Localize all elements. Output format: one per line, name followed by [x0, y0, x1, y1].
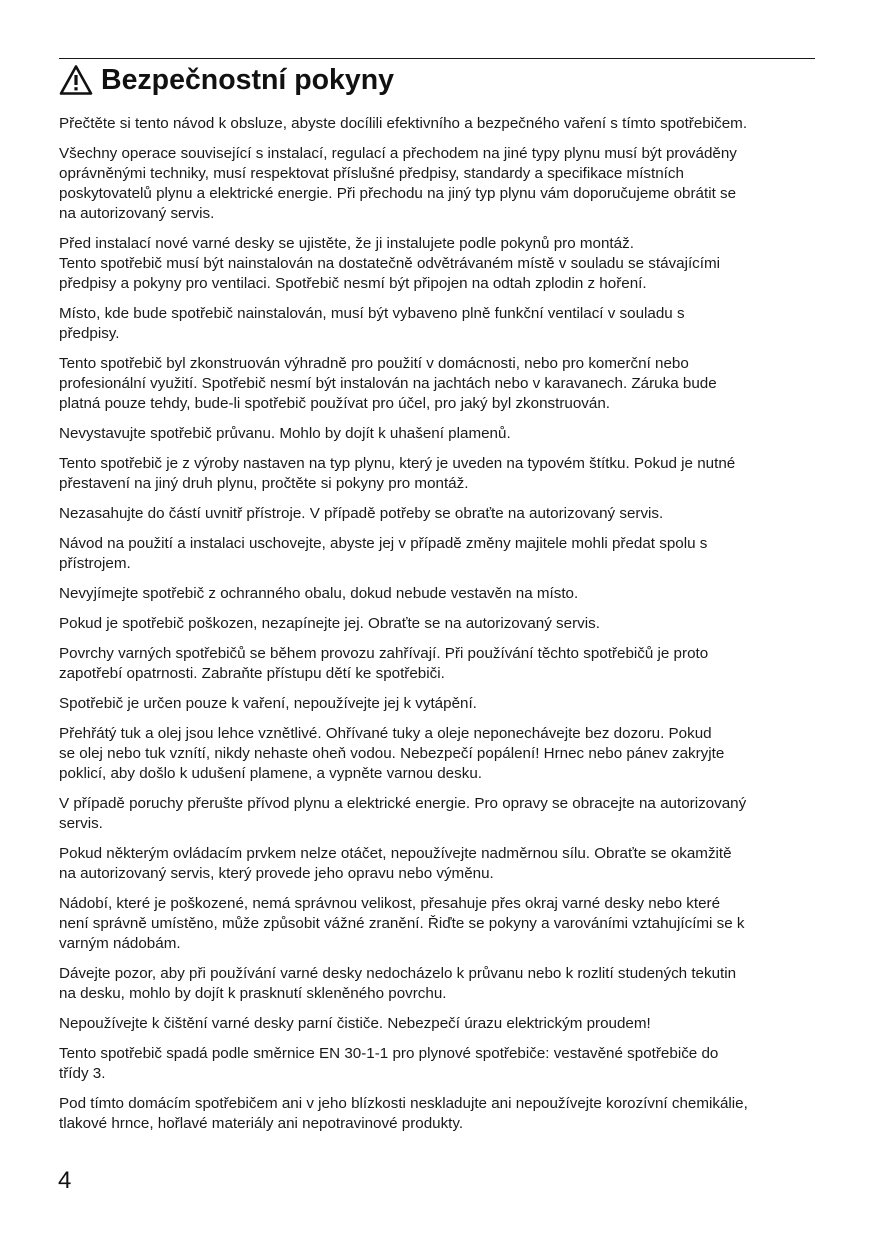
paragraph-line: zapotřebí opatrnosti. Zabraňte přístupu dětí ke spotřebiči.	[59, 665, 445, 682]
paragraph-line: varným nádobám.	[59, 935, 181, 952]
header-rule	[59, 58, 815, 59]
safety-paragraph	[59, 1014, 821, 1034]
paragraph-line: V případě poruchy přerušte přívod plynu a elektrické energie. Pro opravy se obracejte na autorizovaný	[59, 795, 747, 812]
paragraph-line: Všechny operace související s instalací, regulací a přechodem na jiné typy plynu musí být prováděny	[59, 145, 737, 162]
paragraph-line: Povrchy varných spotřebičů se během provozu zahřívají. Při používání těchto spotřebičů je proto	[59, 645, 709, 662]
paragraph-line: Tento spotřebič byl zkonstruován výhradně pro použití v domácnosti, nebo pro komerční nebo	[59, 355, 689, 372]
paragraph-line: Tento spotřebič musí být nainstalován na dostatečně odvětrávaném místě v souladu se stávajícími	[59, 255, 721, 272]
paragraph-line: Nepoužívejte k čištění varné desky parní čističe. Nebezpečí úrazu elektrickým proudem!	[59, 1015, 651, 1032]
paragraph-line: Spotřebič je určen pouze k vaření, nepoužívejte jej k vytápění.	[59, 695, 477, 712]
safety-paragraph	[59, 1044, 821, 1084]
paragraph-line: Návod na použití a instalaci uschovejte, abyste jej v případě změny majitele mohli předat spolu s	[59, 535, 708, 552]
safety-paragraph	[59, 964, 821, 1004]
paragraph-line: přístrojem.	[59, 555, 131, 572]
paragraph-line: tlakové hrnce, hořlavé materiály ani nepotravinové produkty.	[59, 1115, 464, 1132]
safety-paragraph	[59, 644, 821, 684]
paragraph-line: poklicí, aby došlo k udušení plamene, a vypněte varnou desku.	[59, 765, 482, 782]
paragraph-line: Tento spotřebič spadá podle směrnice EN 30-1-1 pro plynové spotřebiče: vestavěné spotřebiče do	[59, 1045, 719, 1062]
safety-paragraph	[59, 304, 821, 344]
paragraph-line: není správně umístěno, může způsobit vážné zranění. Řiďte se pokyny a varováními vztahujícími se k	[59, 915, 745, 932]
paragraph-line: Nezasahujte do částí uvnitř přístroje. V případě potřeby se obraťte na autorizovaný servis.	[59, 505, 664, 522]
paragraph-line: předpisy a pokyny pro ventilaci. Spotřebič nesmí být připojen na odtah zplodin z hoření.	[59, 275, 647, 292]
paragraph-line: oprávněnými techniky, musí respektovat příslušné předpisy, standardy a specifikace místních	[59, 165, 684, 182]
paragraph-line: Pokud některým ovládacím prvkem nelze otáčet, nepoužívejte nadměrnou sílu. Obraťte se okamžitě	[59, 845, 732, 862]
safety-paragraph	[59, 694, 821, 714]
paragraph-line: Před instalací nové varné desky se ujistěte, že ji instalujete podle pokynů pro montáž.	[59, 235, 634, 252]
paragraph-line: Pokud je spotřebič poškozen, nezapínejte jej. Obraťte se na autorizovaný servis.	[59, 615, 600, 632]
paragraph-line: poskytovatelů plynu a elektrické energie. Při přechodu na jiný typ plynu vám doporučujeme obrátit se	[59, 185, 737, 202]
paragraph-line: Nevystavujte spotřebič průvanu. Mohlo by dojít k uhašení plamenů.	[59, 425, 511, 442]
safety-paragraph	[59, 1094, 821, 1134]
paragraph-line: Přečtěte si tento návod k obsluze, abyste docílili efektivního a bezpečného vaření s tímto spotřebičem.	[59, 115, 748, 132]
paragraph-line: přestavení na jiný druh plynu, pročtěte si pokyny pro montáž.	[59, 475, 469, 492]
page-number: 4	[58, 1167, 72, 1194]
safety-paragraph	[59, 724, 821, 784]
paragraph-line: na desku, mohlo by dojít k prasknutí skleněného povrchu.	[59, 985, 447, 1002]
warning-triangle-icon	[59, 64, 93, 96]
safety-paragraph	[59, 894, 821, 954]
paragraph-line: servis.	[59, 815, 103, 832]
paragraph-line: Tento spotřebič je z výroby nastaven na typ plynu, který je uveden na typovém štítku. Pokud je nutné	[59, 455, 736, 472]
safety-paragraph	[59, 794, 821, 834]
safety-instructions	[59, 114, 821, 1144]
paragraph-line: předpisy.	[59, 325, 120, 342]
paragraph-line: Místo, kde bude spotřebič nainstalován, musí být vybaveno plně funkční ventilací v souladu s	[59, 305, 685, 322]
safety-paragraph	[59, 424, 821, 444]
safety-paragraph	[59, 504, 821, 524]
page-title: Bezpečnostní pokyny	[101, 64, 394, 96]
safety-paragraph	[59, 454, 821, 494]
safety-paragraph	[59, 354, 821, 414]
safety-paragraph	[59, 114, 821, 134]
paragraph-line: Pod tímto domácím spotřebičem ani v jeho blízkosti neskladujte ani nepoužívejte korozívní chemikálie,	[59, 1095, 748, 1112]
paragraph-line: Nádobí, které je poškozené, nemá správnou velikost, přesahuje přes okraj varné desky nebo které	[59, 895, 721, 912]
paragraph-line: platná pouze tehdy, bude-li spotřebič používat pro účel, pro jaký byl zkonstruován.	[59, 395, 611, 412]
paragraph-line: se olej nebo tuk vznítí, nikdy nehaste oheň vodou. Nebezpečí popálení! Hrnec nebo pánev zakryjte	[59, 745, 725, 762]
safety-paragraph	[59, 144, 821, 224]
paragraph-line: Přehřátý tuk a olej jsou lehce vznětlivé. Ohřívané tuky a oleje neponechávejte bez dozoru. Pokud	[59, 725, 712, 742]
paragraph-line: na autorizovaný servis.	[59, 205, 215, 222]
safety-paragraph	[59, 584, 821, 604]
paragraph-line: Dávejte pozor, aby při používání varné desky nedocházelo k průvanu nebo k rozlití studených tekutin	[59, 965, 737, 982]
paragraph-line: Nevyjímejte spotřebič z ochranného obalu, dokud nebude vestavěn na místo.	[59, 585, 579, 602]
safety-paragraph	[59, 534, 821, 574]
paragraph-line: na autorizovaný servis, který provede jeho opravu nebo výměnu.	[59, 865, 494, 882]
paragraph-line: třídy 3.	[59, 1065, 106, 1082]
safety-paragraph	[59, 234, 821, 294]
safety-paragraph	[59, 844, 821, 884]
section-header	[59, 62, 394, 98]
paragraph-line: profesionální využití. Spotřebič nesmí být instalován na jachtách nebo v karavanech. Záruka bude	[59, 375, 717, 392]
safety-paragraph	[59, 614, 821, 634]
